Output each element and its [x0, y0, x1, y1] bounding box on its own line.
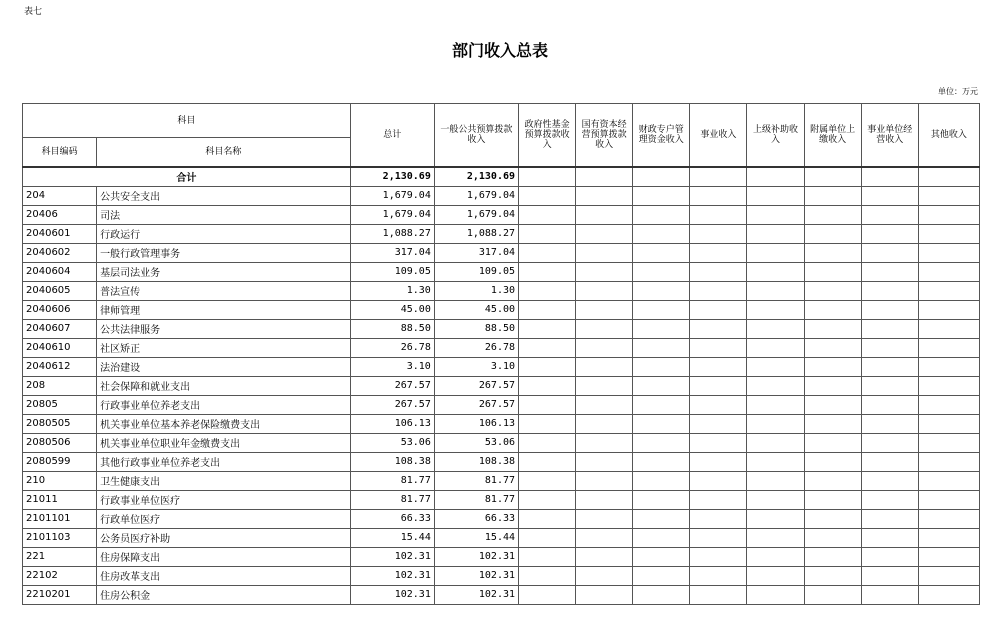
- row-total: 88.50: [350, 319, 434, 338]
- row-code: 2040602: [23, 243, 97, 262]
- table-row: [23, 414, 980, 433]
- row-code: 2210201: [23, 585, 97, 604]
- row-code: 2101103: [23, 528, 97, 547]
- header-business: 事业收入: [690, 104, 747, 167]
- row-code: 2040607: [23, 319, 97, 338]
- row-name: 卫生健康支出: [97, 471, 351, 490]
- row-code: 2080599: [23, 452, 97, 471]
- row-code: 2040604: [23, 262, 97, 281]
- table-row: [23, 186, 980, 205]
- row-code: 210: [23, 471, 97, 490]
- header-subject-code: 科目编码: [23, 138, 97, 167]
- row-code: 2040605: [23, 281, 97, 300]
- row-code: 2101101: [23, 509, 97, 528]
- row-name: 住房公积金: [97, 585, 351, 604]
- row-total: 3.10: [350, 357, 434, 376]
- row-general: 317.04: [434, 243, 518, 262]
- table-row: [23, 357, 980, 376]
- table-row: [23, 243, 980, 262]
- row-general: 81.77: [434, 471, 518, 490]
- table-number: 表七: [24, 7, 43, 17]
- table-row: [23, 319, 980, 338]
- header-fiscal-special: 财政专户管理资金收入: [633, 104, 690, 167]
- row-general: 88.50: [434, 319, 518, 338]
- row-code: 2040612: [23, 357, 97, 376]
- row-general: 53.06: [434, 433, 518, 452]
- table-row: [23, 281, 980, 300]
- row-name: 机关事业单位职业年金缴费支出: [97, 433, 351, 452]
- row-total: 267.57: [350, 376, 434, 395]
- row-code: 21011: [23, 490, 97, 509]
- table-row: [23, 490, 980, 509]
- row-general: 15.44: [434, 528, 518, 547]
- row-name: 行政事业单位医疗: [97, 490, 351, 509]
- row-general: 1,088.27: [434, 224, 518, 243]
- row-name: 社区矫正: [97, 338, 351, 357]
- header-subject: 科目: [23, 104, 351, 138]
- unit-label: 单位：万元: [938, 87, 978, 96]
- row-name: 其他行政事业单位养老支出: [97, 452, 351, 471]
- header-general-budget: 一般公共预算拨款收入: [434, 104, 518, 167]
- table-row: [23, 300, 980, 319]
- row-name: 公共安全支出: [97, 186, 351, 205]
- row-general: 102.31: [434, 547, 518, 566]
- row-name: 社会保障和就业支出: [97, 376, 351, 395]
- summary-general: 2,130.69: [434, 167, 518, 187]
- row-total: 81.77: [350, 490, 434, 509]
- row-name: 基层司法业务: [97, 262, 351, 281]
- row-code: 2040606: [23, 300, 97, 319]
- table-row: [23, 338, 980, 357]
- row-total: 81.77: [350, 471, 434, 490]
- table-row: [23, 585, 980, 604]
- row-total: 267.57: [350, 395, 434, 414]
- row-general: 66.33: [434, 509, 518, 528]
- header-total: 总计: [350, 104, 434, 167]
- row-name: 法治建设: [97, 357, 351, 376]
- header-operating: 事业单位经营收入: [861, 104, 918, 167]
- row-name: 公务员医疗补助: [97, 528, 351, 547]
- row-name: 普法宣传: [97, 281, 351, 300]
- header-state-capital: 国有资本经营预算拨款收入: [576, 104, 633, 167]
- row-name: 一般行政管理事务: [97, 243, 351, 262]
- row-name: 公共法律服务: [97, 319, 351, 338]
- table-row: [23, 566, 980, 585]
- row-total: 1,679.04: [350, 205, 434, 224]
- row-general: 1,679.04: [434, 186, 518, 205]
- row-general: 108.38: [434, 452, 518, 471]
- row-general: 267.57: [434, 376, 518, 395]
- header-gov-fund: 政府性基金预算拨款收入: [519, 104, 576, 167]
- row-total: 53.06: [350, 433, 434, 452]
- row-total: 102.31: [350, 547, 434, 566]
- row-total: 1,679.04: [350, 186, 434, 205]
- row-general: 26.78: [434, 338, 518, 357]
- row-total: 45.00: [350, 300, 434, 319]
- row-general: 1,679.04: [434, 205, 518, 224]
- row-total: 1,088.27: [350, 224, 434, 243]
- header-subject-name: 科目名称: [97, 138, 351, 167]
- row-general: 102.31: [434, 566, 518, 585]
- row-code: 20805: [23, 395, 97, 414]
- row-code: 221: [23, 547, 97, 566]
- income-table: [22, 103, 980, 605]
- page-title: 部门收入总表: [451, 41, 548, 60]
- summary-total: 2,130.69: [350, 167, 434, 187]
- summary-label: 合计: [23, 167, 351, 187]
- row-total: 108.38: [350, 452, 434, 471]
- row-name: 行政单位医疗: [97, 509, 351, 528]
- row-code: 2040610: [23, 338, 97, 357]
- table-row: [23, 376, 980, 395]
- table-row: [23, 395, 980, 414]
- row-code: 22102: [23, 566, 97, 585]
- table-row: [23, 547, 980, 566]
- row-name: 律师管理: [97, 300, 351, 319]
- row-general: 267.57: [434, 395, 518, 414]
- row-total: 317.04: [350, 243, 434, 262]
- row-general: 3.10: [434, 357, 518, 376]
- table-row: [23, 224, 980, 243]
- row-general: 109.05: [434, 262, 518, 281]
- row-general: 102.31: [434, 585, 518, 604]
- row-code: 2080505: [23, 414, 97, 433]
- row-code: 20406: [23, 205, 97, 224]
- row-code: 2040601: [23, 224, 97, 243]
- table-row: [23, 205, 980, 224]
- row-code: 2080506: [23, 433, 97, 452]
- table-row: [23, 433, 980, 452]
- table-row: [23, 528, 980, 547]
- row-total: 102.31: [350, 585, 434, 604]
- row-code: 208: [23, 376, 97, 395]
- row-total: 26.78: [350, 338, 434, 357]
- row-name: 住房改革支出: [97, 566, 351, 585]
- row-name: 司法: [97, 205, 351, 224]
- row-general: 45.00: [434, 300, 518, 319]
- table-row: [23, 509, 980, 528]
- table-row: [23, 262, 980, 281]
- table-row: [23, 471, 980, 490]
- row-code: 204: [23, 186, 97, 205]
- row-total: 109.05: [350, 262, 434, 281]
- row-general: 1.30: [434, 281, 518, 300]
- row-name: 行政事业单位养老支出: [97, 395, 351, 414]
- table-row: [23, 452, 980, 471]
- row-total: 66.33: [350, 509, 434, 528]
- row-name: 行政运行: [97, 224, 351, 243]
- row-name: 机关事业单位基本养老保险缴费支出: [97, 414, 351, 433]
- row-total: 102.31: [350, 566, 434, 585]
- row-total: 106.13: [350, 414, 434, 433]
- row-total: 15.44: [350, 528, 434, 547]
- summary-row: [23, 167, 980, 187]
- header-superior-subsidy: 上级补助收入: [747, 104, 804, 167]
- row-general: 81.77: [434, 490, 518, 509]
- row-general: 106.13: [434, 414, 518, 433]
- header-other: 其他收入: [918, 104, 979, 167]
- row-name: 住房保障支出: [97, 547, 351, 566]
- header-affiliated: 附属单位上缴收入: [804, 104, 861, 167]
- row-total: 1.30: [350, 281, 434, 300]
